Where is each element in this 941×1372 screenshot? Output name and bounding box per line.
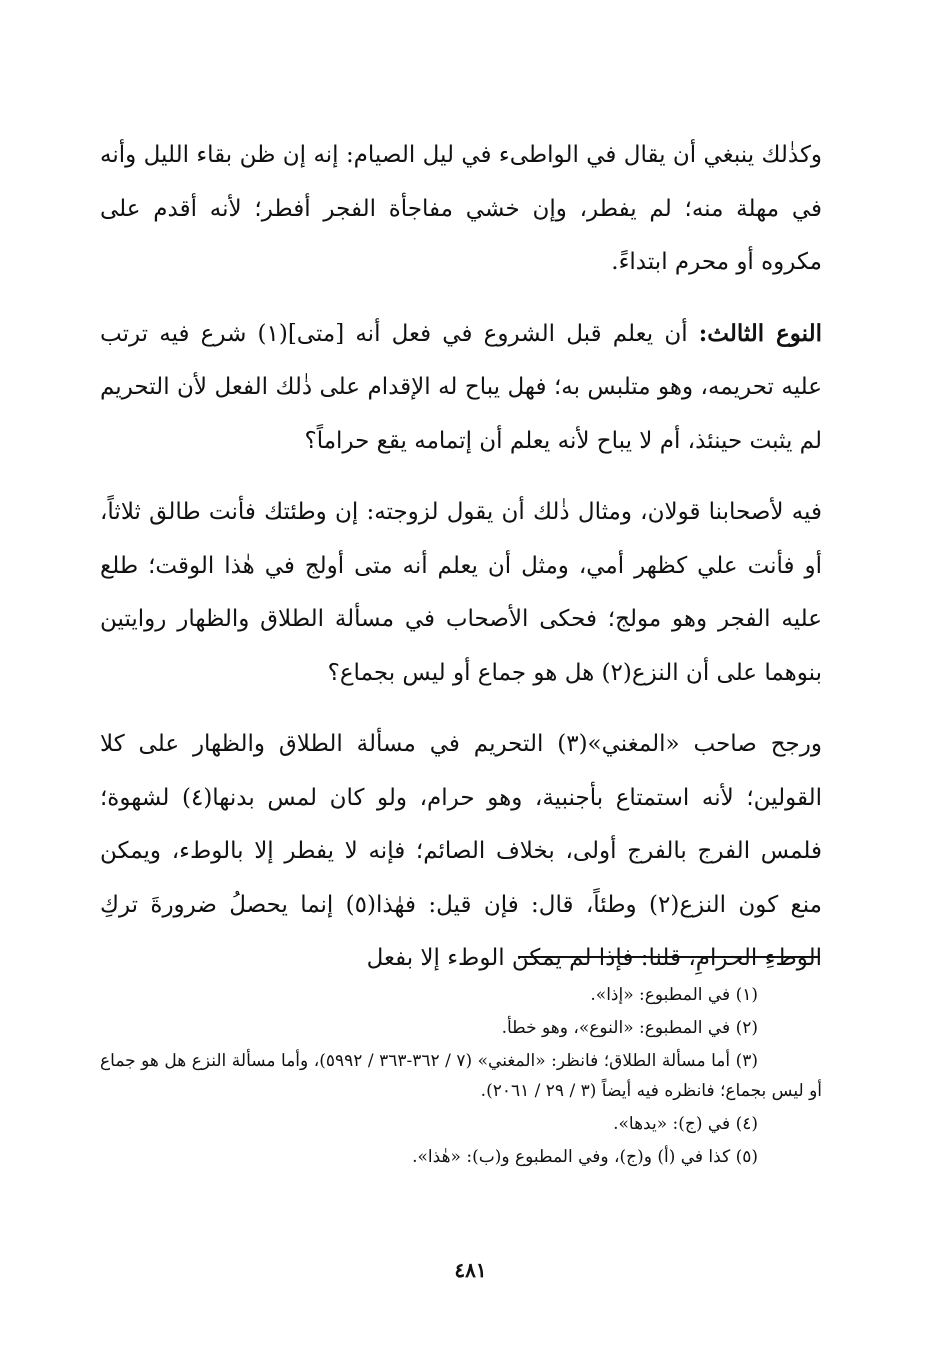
main-text <box>100 128 822 1003</box>
footnote-5: (٥) كذا في (أ) و(ج)، وفي المطبوع و(ب): «هٰذا». <box>412 1147 758 1167</box>
paragraph-lead: النوع الثالث: <box>698 319 822 347</box>
paragraph-3 <box>100 485 822 700</box>
paragraph-4 <box>100 717 822 986</box>
footnote-4: (٤) في (ج): «يدها». <box>613 1114 758 1134</box>
page-number: ٤٨١ <box>454 1258 487 1282</box>
footnote-separator <box>518 956 820 958</box>
paragraph-1 <box>100 128 822 290</box>
paragraph-text: أن يعلم قبل الشروع في فعل أنه [متى](١) شرع فيه ترتب عليه تحريمه، وهو متلبس به؛ فهل يباح له الإقدام على ذٰلك الفعل لأن التحريم لم يثبت حينئذ، أم لا يباح لأنه يعلم أن إتمامه يقع حراماً؟ <box>100 320 822 454</box>
footnote-1: (١) في المطبوع: «إذا». <box>590 985 758 1005</box>
paragraph-text: ورجح صاحب «المغني»(٣) التحريم في مسألة الطلاق والظهار على كلا القولين؛ لأنه استمتاع بأجنبية، وهو حرام، ولو كان لمس بدنها(٤) لشهوة؛ فلمس الفرج بالفرج أولى، بخلاف الصائم؛ فإنه لا يفطر إلا بالوطء، ويمكن منع كون النزع(٢) وطئاً، قال: فإن قيل: فهٰذا(٥) إنما يحصلُ ضرورةَ تركِ الوطءِ الحرامِ، قلنا: فإذا لم يمكن الوطء إلا بفعل <box>100 731 823 971</box>
paragraph-2 <box>100 307 822 469</box>
footnotes <box>100 980 822 1175</box>
paragraph-text: فيه لأصحابنا قولان، ومثال ذٰلك أن يقول لزوجته: إن وطئتك فأنت طالق ثلاثاً، أو فأنت علي كظهر أمي، ومثل أن يعلم أنه متى أولج في هٰذا الوقت؛ طلع عليه الفجر وهو مولج؛ فحكى الأصحاب في مسألة الطلاق والظهار روايتين بنوهما على أن النزع(٢) هل هو جماع أو ليس بجماع؟ <box>100 499 822 686</box>
footnote-2: (٢) في المطبوع: «النوع»، وهو خطأ. <box>501 1018 758 1038</box>
paragraph-text: وكذٰلك ينبغي أن يقال في الواطىء في ليل الصيام: إنه إن ظن بقاء الليل وأنه في مهلة منه؛ لم يفطر، وإن خشي مفاجأة الفجر أفطر؛ لأنه أقدم على مكروه أو محرم ابتداءً. <box>100 142 822 275</box>
footnote-3: (٣) أما مسألة الطلاق؛ فانظر: «المغني» (٧ / ٣٦٢-٣٦٣ / ٥٩٩٢)، وأما مسألة النزع هل هو جماع أو ليس بجماع؛ فانظره فيه أيضاً (٣ / ٢٩ / ٢٠٦١). <box>100 1051 822 1101</box>
